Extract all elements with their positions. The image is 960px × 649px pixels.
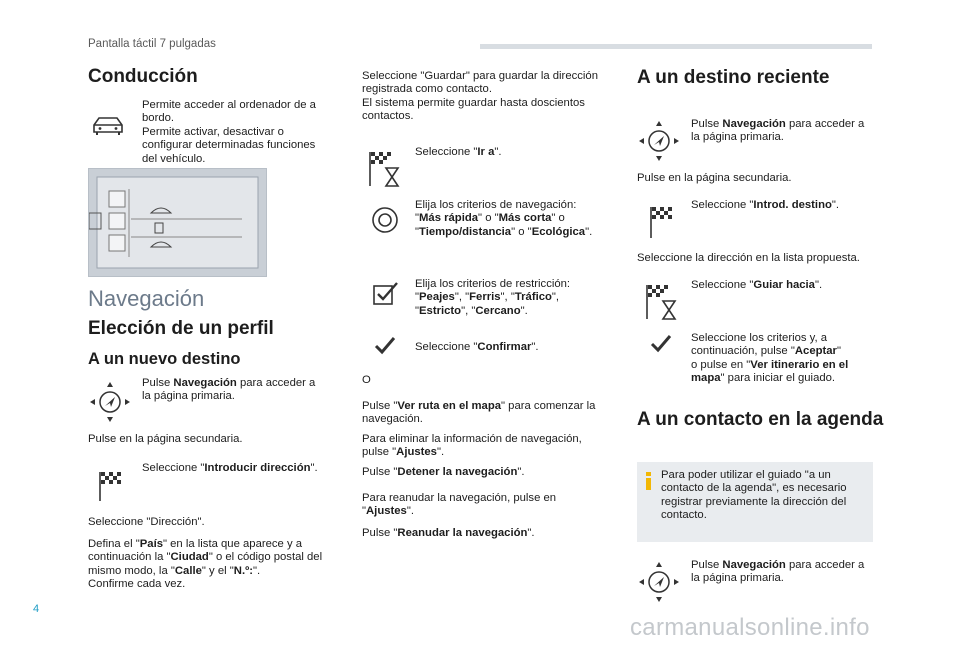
pulse-secundaria-text: Pulse en la página secundaria. <box>88 433 243 445</box>
guardar-line: contactos. <box>362 110 414 123</box>
criterios-restriccion <box>415 278 625 318</box>
txt: para acceder a <box>785 559 865 571</box>
nuevo-destino-heading-wrap <box>88 349 240 369</box>
conduccion-title: Conducción <box>88 66 198 87</box>
txt: o pulse en " <box>691 358 751 371</box>
sel-text: ". <box>310 462 318 474</box>
eleccion-heading-wrap <box>88 318 274 340</box>
sel-direccion-lista-text: Seleccione la dirección en la lista propuesta. <box>637 252 860 264</box>
txt: " <box>415 225 420 238</box>
trafico-keyword: Tráfico <box>514 291 552 304</box>
criterios-paragraph <box>691 332 891 386</box>
txt: Defina el " <box>88 538 140 550</box>
txt: ", " <box>454 291 470 304</box>
contacto-title: A un contacto en la agenda <box>637 409 884 430</box>
ciudad-keyword: Ciudad <box>170 551 209 564</box>
txt: " <box>415 304 420 317</box>
txt: ", <box>551 291 560 304</box>
tiempo-keyword: Tiempo/distancia <box>419 225 512 238</box>
navigation-compass-icon <box>639 560 679 604</box>
crit-line: Seleccione los criterios y, a <box>691 332 828 344</box>
crit-line <box>691 372 891 385</box>
txt: " para iniciar el guiado. <box>720 372 836 385</box>
navegacion-keyword: Navegación <box>722 559 786 571</box>
conduccion-line: del vehículo. <box>142 152 206 165</box>
navegacion-keyword: Navegación <box>722 118 786 130</box>
pulse-nav-line: la página primaria. <box>691 131 784 144</box>
conduccion-line: Permite activar, desactivar o <box>142 125 284 138</box>
navegacion-title: Navegación <box>88 286 205 311</box>
watermark: carmanualsonline.info <box>630 614 870 641</box>
cercano-keyword: Cercano <box>475 304 521 317</box>
ver-ruta-line: navegación. <box>362 413 423 426</box>
txt: " para comenzar la <box>501 400 596 412</box>
pulse-text: Pulse <box>142 377 174 389</box>
info-line: registrar previamente la dirección del <box>661 495 847 508</box>
txt: " y el " <box>201 564 234 577</box>
guardar-paragraph <box>362 70 622 124</box>
reciente-title: A un destino reciente <box>637 67 830 88</box>
reanudar-keyword: Reanudar la navegación <box>397 527 528 539</box>
confirmar-keyword: Confirmar <box>477 341 532 353</box>
txt: pulse " <box>362 446 397 459</box>
txt: " <box>415 291 420 304</box>
criterios-navegacion <box>415 199 625 239</box>
checkered-flag-icon <box>649 205 673 239</box>
conduccion-line: bordo. <box>142 112 175 125</box>
txt: ". <box>520 304 528 317</box>
conduccion-desc <box>142 99 342 166</box>
pulse-secundaria-text: Pulse en la página secundaria. <box>637 172 792 184</box>
detener-keyword: Detener la navegación <box>397 466 518 478</box>
sel-introducir-text <box>142 462 318 475</box>
res-line: Elija los criterios de restricción: <box>415 278 571 290</box>
eliminar-line <box>362 446 622 459</box>
guardar-line: Seleccione "Guardar" para guardar la dirección <box>362 70 598 82</box>
txt: ", " <box>461 304 476 317</box>
txt: ". <box>831 199 840 211</box>
introducir-keyword: Introducir dirección <box>204 462 311 474</box>
txt: ". <box>494 146 502 158</box>
numero-keyword: N.º: <box>233 564 253 577</box>
mas-rapida-keyword: Más rápida <box>419 212 479 225</box>
mas-corta-keyword: Más corta <box>498 212 552 225</box>
txt: ". <box>585 225 593 238</box>
txt: Pulse <box>691 559 723 571</box>
pulse-nav-line <box>691 118 891 131</box>
checkmark-icon <box>650 333 672 353</box>
conduccion-line: Permite acceder al ordenador de a <box>142 99 316 111</box>
pulse-navegacion-1 <box>142 377 342 404</box>
page-number: 4 <box>33 603 40 615</box>
running-header: Pantalla táctil 7 pulgadas <box>88 38 216 50</box>
txt: Seleccione " <box>691 279 754 291</box>
route-criteria-icon <box>370 205 400 235</box>
reanudar-nav-text <box>362 527 535 540</box>
txt: " <box>362 505 367 518</box>
ir-a-text <box>415 146 502 159</box>
ecologica-keyword: Ecológica <box>531 225 586 238</box>
navigation-compass-icon <box>639 119 679 163</box>
ver-ruta-line <box>362 400 622 413</box>
car-dashboard-icon <box>91 113 125 137</box>
txt: para acceder a <box>785 118 865 130</box>
txt: Seleccione " <box>415 341 478 353</box>
txt: Seleccione " <box>415 146 478 158</box>
pulse-nav-line <box>691 559 891 572</box>
guardar-line: registrada como contacto. <box>362 83 492 96</box>
ferris-keyword: Ferris <box>469 291 501 304</box>
checkered-flag-icon <box>98 470 122 502</box>
txt: " <box>836 345 841 358</box>
crit-line <box>691 345 891 358</box>
pulse-navegacion-3 <box>691 118 891 145</box>
info-line: Para poder utilizar el guiado "a un <box>661 469 831 481</box>
txt: ". <box>252 564 261 577</box>
checkbox-icon <box>372 280 400 306</box>
txt: Pulse " <box>362 400 398 412</box>
checkmark-icon <box>374 335 396 355</box>
txt: continuación la " <box>88 551 171 564</box>
o-text: O <box>362 374 371 386</box>
txt: ". <box>531 341 539 353</box>
defina-paragraph <box>88 538 348 592</box>
txt: ". <box>517 466 525 478</box>
ver-itinerario-keyword: Ver itinerario en el <box>750 358 849 371</box>
estricto-keyword: Estricto <box>419 304 462 317</box>
header-bar <box>480 44 872 49</box>
pulse-nav-line: la página primaria. <box>691 572 784 585</box>
crit-line <box>691 359 891 372</box>
calle-keyword: Calle <box>174 564 202 577</box>
navigation-compass-icon <box>90 380 130 424</box>
txt: " o " <box>511 225 532 238</box>
reciente-heading-wrap <box>637 67 830 89</box>
txt: mismo modo, la " <box>88 564 175 577</box>
mapa-keyword: mapa <box>691 372 721 385</box>
pulse-text: para acceder a <box>236 377 316 389</box>
pulse-navegacion-4 <box>691 559 891 586</box>
res-line <box>415 305 625 318</box>
defina-line: Confirme cada vez. <box>88 578 186 591</box>
confirmar-text <box>415 341 539 354</box>
navegacion-section <box>88 286 204 312</box>
introd-destino-keyword: Introd. destino <box>753 199 832 211</box>
txt: ". <box>527 527 535 539</box>
ir-a-keyword: Ir a <box>477 146 495 158</box>
detener-text <box>362 466 525 479</box>
txt: " en la lista que aparece y a <box>163 538 303 550</box>
nuevo-destino-title: A un nuevo destino <box>88 350 241 368</box>
txt: " <box>415 212 420 225</box>
pulse-nav-line: la página primaria. <box>142 390 235 403</box>
guardar-line: El sistema permite guardar hasta doscientos <box>362 96 585 109</box>
txt: Pulse <box>691 118 723 130</box>
contacto-heading-wrap <box>637 409 883 431</box>
defina-line <box>88 538 348 551</box>
conduccion-line: configurar determinadas funciones <box>142 139 316 152</box>
ver-ruta-keyword: Ver ruta en el mapa <box>397 400 502 412</box>
defina-line <box>88 551 348 564</box>
reanudar-line: Para reanudar la navegación, pulse en <box>362 492 557 504</box>
txt: Pulse " <box>362 466 398 478</box>
reanudar-paragraph <box>362 492 622 519</box>
ver-ruta-paragraph <box>362 400 622 427</box>
txt: ". <box>814 279 823 291</box>
vehicle-settings-screen-illustration <box>88 168 267 277</box>
txt: " o el código postal del <box>208 551 323 564</box>
guiar-hacia-text <box>691 279 822 292</box>
info-line: contacto. <box>661 509 707 522</box>
peajes-keyword: Peajes <box>419 291 455 304</box>
txt: ". <box>406 505 414 518</box>
navegacion-keyword: Navegación <box>173 377 237 389</box>
ajustes-keyword: Ajustes <box>396 446 437 459</box>
screen-drawing <box>89 169 266 276</box>
crit-line <box>415 226 625 239</box>
txt: Pulse " <box>362 527 398 539</box>
txt: " o " <box>478 212 499 225</box>
destination-flag-icon <box>368 150 402 188</box>
sel-text: Seleccione " <box>142 462 205 474</box>
aceptar-keyword: Aceptar <box>794 345 837 358</box>
eliminar-paragraph <box>362 433 622 460</box>
reanudar-line <box>362 505 622 518</box>
eliminar-line: Para eliminar la información de navegación, <box>362 433 582 445</box>
res-line <box>415 291 625 304</box>
destination-flag-icon <box>645 283 679 321</box>
sel-direccion-text: Seleccione "Dirección". <box>88 516 205 528</box>
introd-destino-text <box>691 199 839 212</box>
crit-line <box>415 212 625 225</box>
eleccion-title: Elección de un perfil <box>88 318 274 339</box>
crit-line: Elija los criterios de navegación: <box>415 199 577 211</box>
info-box <box>637 462 873 542</box>
info-icon <box>645 472 653 490</box>
guiar-hacia-keyword: Guiar hacia <box>753 279 815 291</box>
pulse-nav-line <box>142 377 342 390</box>
txt: Seleccione " <box>691 199 754 211</box>
txt: continuación, pulse " <box>691 345 795 358</box>
defina-line <box>88 565 348 578</box>
txt: ", " <box>500 291 515 304</box>
info-text <box>661 469 871 523</box>
ajustes-keyword: Ajustes <box>366 505 407 518</box>
txt: " o <box>551 212 565 225</box>
info-line: contacto de la agenda", es necesario <box>661 482 847 495</box>
txt: ". <box>436 446 445 459</box>
pais-keyword: País <box>139 538 163 550</box>
conduccion-section <box>88 66 198 88</box>
